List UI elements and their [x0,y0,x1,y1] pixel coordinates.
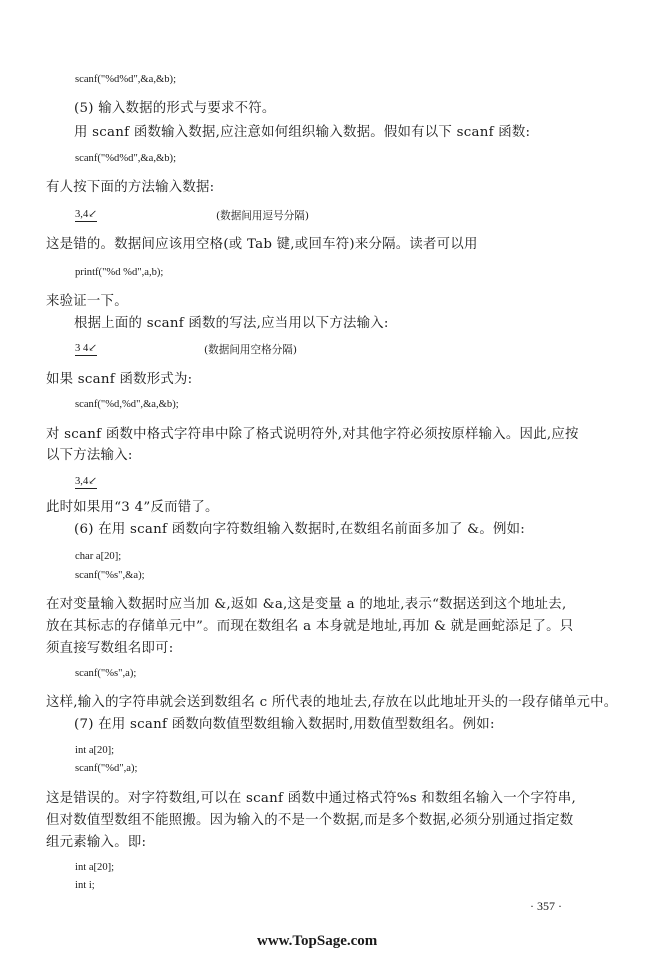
body-text: 对 scanf 函数中格式字符串中除了格式说明符外,对其他字符必须按原样输入。因此,应按 [46,427,579,442]
annotation: (数据间用空格分隔) [204,344,298,356]
input-example: 3,4↙ [75,209,98,220]
body-text: 这是错的。数据间应该用空格(或 Tab 键,或回车符)来分隔。读者可以用 [46,237,478,252]
body-text: 来验证一下。 [46,294,128,309]
code-line: scanf("%s",a); [75,668,137,679]
body-text: 须直接写数组名即可: [46,641,174,656]
body-text: 如果 scanf 函数形式为: [46,372,193,387]
code-line: scanf("%d%d",&a,&b); [75,74,177,85]
body-text: 此时如果用“3 4”反而错了。 [46,500,219,515]
item-heading: (7) 在用 scanf 函数向数值型数组输入数据时,用数值型数组名。例如: [74,717,495,732]
body-text: 这样,输入的字符串就会送到数组名 c 所代表的地址去,存放在以此地址开头的一段存储单元中。 [46,695,618,710]
body-text: 根据上面的 scanf 函数的写法,应当用以下方法输入: [74,316,389,331]
input-example: 3,4↙ [75,476,98,487]
code-line: scanf("%d,%d",&a,&b); [75,399,179,410]
page-number: · 357 · [530,899,562,913]
footer-url: www.TopSage.com [257,933,378,949]
code-line: char a[20]; [75,551,122,562]
body-text: 在对变量输入数据时应当加 &,返如 &a,这是变量 a 的地址,表示“数据送到这个地址去, [46,597,567,612]
code-line: int a[20]; [75,745,115,756]
code-line: int i; [75,880,95,891]
code-line: scanf("%d%d",&a,&b); [75,153,177,164]
body-text: 放在其标志的存储单元中”。而现在数组名 a 本身就是地址,再加 & 就是画蛇添足了。只 [46,619,574,634]
body-text: 有人按下面的方法输入数据: [46,180,215,195]
item-heading: (5) 输入数据的形式与要求不符。 [74,101,276,116]
input-example: 3 4↙ [75,343,98,354]
code-line: scanf("%s",&a); [75,570,145,581]
item-heading: (6) 在用 scanf 函数向字符数组输入数据时,在数组名前面多加了 &。例如: [74,522,526,537]
code-line: scanf("%d",a); [75,763,138,774]
body-text: 这是错误的。对字符数组,可以在 scanf 函数中通过格式符%s 和数组名输入一个字符串, [46,791,576,806]
code-line: printf("%d %d",a,b); [75,267,164,278]
body-text: 用 scanf 函数输入数据,应注意如何组织输入数据。假如有以下 scanf 函数: [74,125,531,140]
code-line: int a[20]; [75,862,115,873]
body-text: 组元素输入。即: [46,835,147,850]
body-text: 以下方法输入: [46,448,133,463]
body-text: 但对数值型数组不能照搬。因为输入的不是一个数据,而是多个数据,必须分别通过指定数 [46,813,574,828]
annotation: (数据间用逗号分隔) [216,210,310,222]
